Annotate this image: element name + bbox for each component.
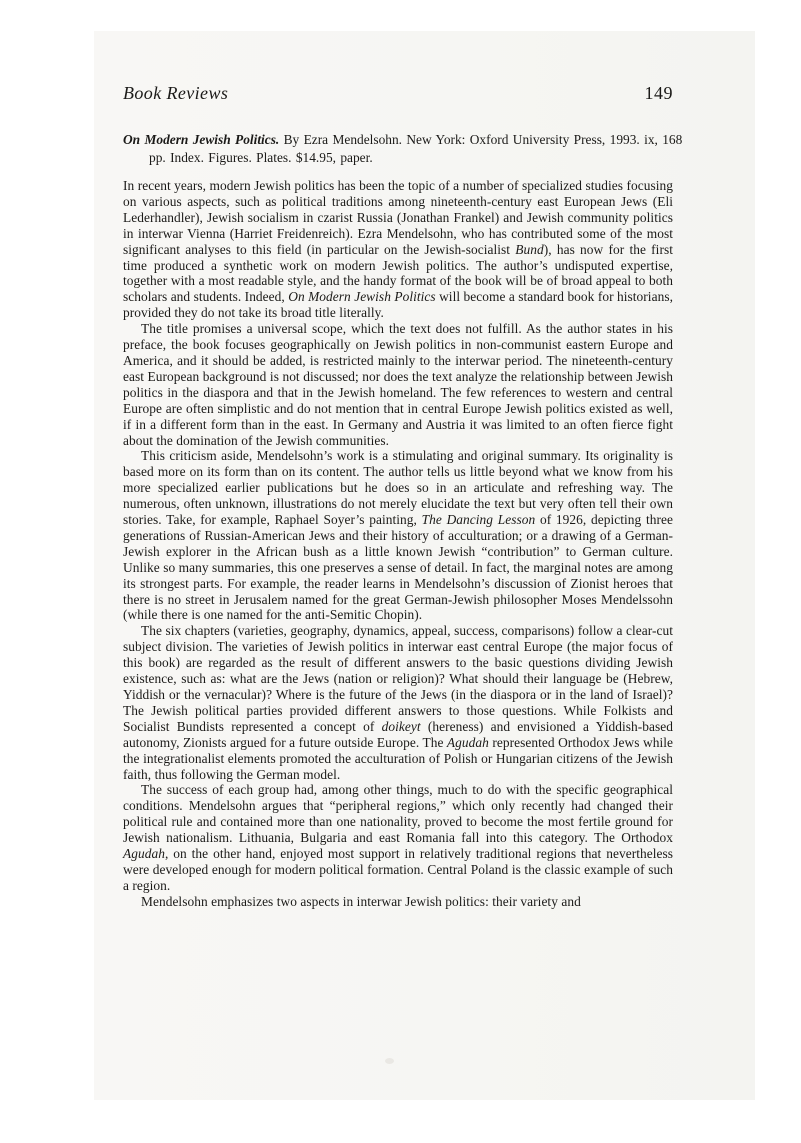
review-paragraph-4: The six chapters (varieties, geography, dynamics, appeal, success, comparisons) follow a clear-cut subject division. The varieties of Jewish politics in interwar east central Europe (the major focus of this book) are regarded as the result of different answers to the basic questions dividing Jewish existence, such as: what are the Jews (nation or religion)? What should their language be (Hebrew, Yiddish or the vernacular)? Where is the future of the Jews (in the diaspora or in the land of Israel)? The Jewish political parties provided different answers to those questions. While Folkists and Socialist Bundists represented a concept of doikeyt (hereness) and envisioned a Yiddish-based autonomy, Zionists argued for a future outside Europe. The Agudah represented Orthodox Jews while the integrationalist elements promoted the acculturation of Polish or Hungarian citizens of the Jewish faith, thus following the German model. [123,623,673,782]
review-paragraph-1: In recent years, modern Jewish politics has been the topic of a number of specialized studies focusing on various aspects, such as political traditions among nineteenth-century east European Jews (Eli Lederhandler), Jewish socialism in czarist Russia (Jonathan Frankel) and Jewish community politics in interwar Vienna (Harriet Freidenreich). Ezra Mendelsohn, who has contributed some of the most significant analyses to this field (in particular on the Jewish-socialist Bund), has now for the first time produced a synthetic work on modern Jewish politics. The author’s undisputed expertise, together with a most readable style, and the handy format of the book will be of broad appeal to both scholars and students. Indeed, On Modern Jewish Politics will become a standard book for historians, provided they do not take its broad title literally. [123,178,673,321]
scan-artifact-smudge [385,1058,394,1064]
book-review-page [94,31,755,1100]
book-citation: On Modern Jewish Politics. By Ezra Mendelsohn. New York: Oxford University Press, 1993. ix, 168 pp. Index. Figures. Plates. $14.95, paper. [123,132,683,165]
review-body [123,178,673,910]
page-number: 149 [644,83,673,103]
section-title: Book Reviews [123,83,229,103]
review-paragraph-6: Mendelsohn emphasizes two aspects in interwar Jewish politics: their variety and [141,893,581,909]
review-paragraph-2: The title promises a universal scope, which the text does not fulfill. As the author states in his preface, the book focuses geographically on Jewish politics in non-communist eastern Europe and America, and it should be added, is restricted mainly to the interwar period. The nineteenth-century east European background is not discussed; nor does the text analyze the relationship between Jewish politics in the diaspora and that in the Jewish homeland. The few references to western and central Europe are often simplistic and do not mention that in central Europe Jewish politics existed as well, if in a different form than in the east. In Germany and Austria it was limited to an often fierce fight about the domination of the Jewish communities. [123,321,673,448]
review-paragraph-5: The success of each group had, among other things, much to do with the specific geographical conditions. Mendelsohn argues that “peripheral regions,” which only recently had changed their political rule and contained more than one nationality, proved to become the most fertile ground for Jewish nationalism. Lithuania, Bulgaria and east Romania fall into this category. The Orthodox Agudah, on the other hand, enjoyed most support in relatively traditional regions that nevertheless were developed enough for modern political formation. Central Poland is the classic example of such a region. [123,782,673,893]
review-paragraph-3: This criticism aside, Mendelsohn’s work is a stimulating and original summary. Its originality is based more on its form than on its content. The author tells us little beyond what we know from his more specialized earlier publications but he does so in an articulate and refreshing way. The numerous, often unknown, illustrations do not merely elucidate the text but very often tell their own stories. Take, for example, Raphael Soyer’s painting, The Dancing Lesson of 1926, depicting three generations of Russian-American Jews and their history of acculturation; or a drawing of a German-Jewish explorer in the African bush as a little known Jewish “contribution” to German culture. Unlike so many summaries, this one preserves a sense of detail. In fact, the marginal notes are among its strongest parts. For example, the reader learns in Mendelsohn’s discussion of Zionist heroes that there is no street in Jerusalem named for the great German-Jewish philosopher Moses Mendelssohn (while there is one named for the anti-Semitic Chopin). [123,448,674,623]
running-header [123,83,673,104]
